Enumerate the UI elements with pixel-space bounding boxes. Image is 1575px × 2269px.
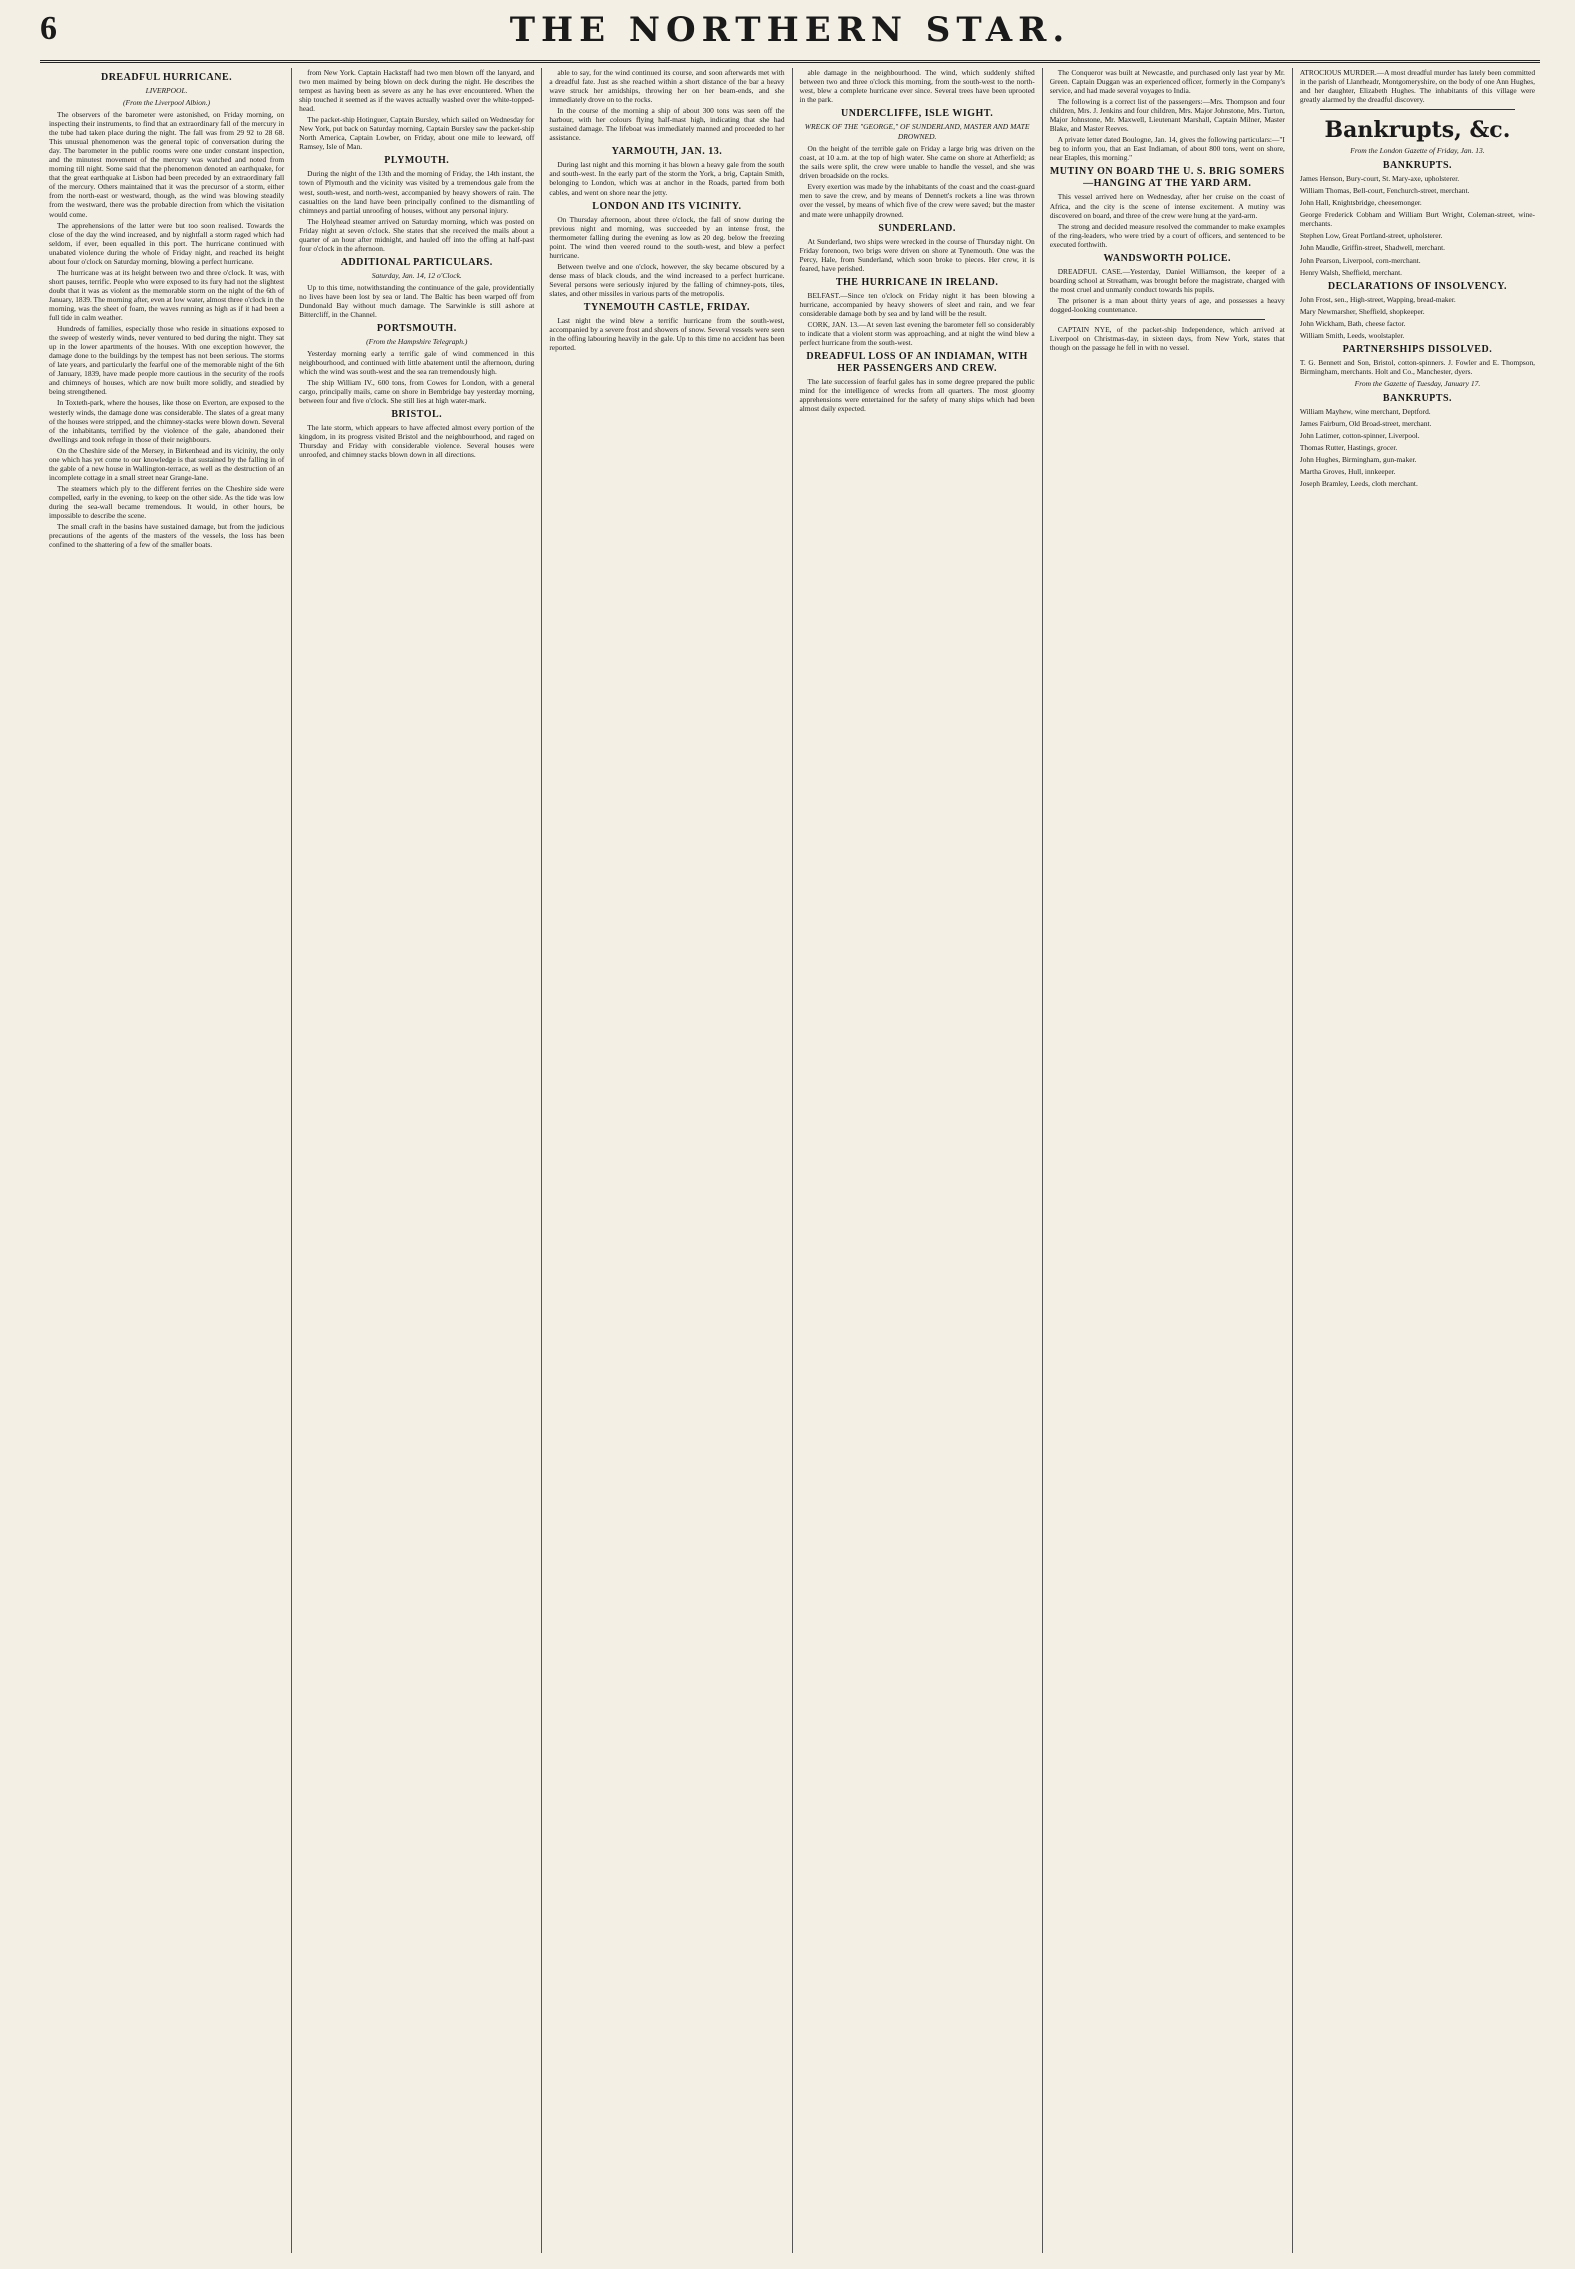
paragraph: The steamers which ply to the different ferries on the Cheshire side were compelled, early in the evening, to keep on the other side. As the tide was low during the sea-wall became tremendous. It would, in other hours, be impossible to describe the scene. xyxy=(49,483,285,521)
section-headline: DREADFUL LOSS OF AN INDIAMAN, WITH HER PASSENGERS AND CREW. xyxy=(806,351,1028,375)
section-headline: ADDITIONAL PARTICULARS. xyxy=(340,256,493,268)
list-item: Henry Walsh, Sheffield, merchant. xyxy=(1299,267,1403,277)
section-headline: PLYMOUTH. xyxy=(384,155,450,167)
list-item: Mary Newmarsher, Sheffield, shopkeeper. xyxy=(1299,306,1425,316)
paragraph: The ship William IV., 600 tons, from Cowes for London, with a general cargo, principally mails, came on shore in Bembridge bay yesterday morning, between four and five o'clock. She still lies at high water-mark. xyxy=(299,378,535,406)
paragraph: BELFAST.—Since ten o'clock on Friday night it has been blowing a hurricane, accompanied by heavy showers of sleet and rain, and we fear considerable damage both by sea and by land will be the result. xyxy=(799,290,1035,318)
list-item: John Maudle, Griffin-street, Shadwell, merchant. xyxy=(1299,243,1446,253)
section-label: DECLARATIONS OF INSOLVENCY. xyxy=(1327,280,1508,292)
section-headline: PORTSMOUTH. xyxy=(376,323,457,335)
column-6 xyxy=(1293,68,1542,2253)
list-item: John Latimer, cotton-spinner, Liverpool. xyxy=(1299,430,1420,440)
list-item: John Pearson, Liverpool, corn-merchant. xyxy=(1299,255,1421,265)
masthead xyxy=(40,10,1540,63)
section-headline: MUTINY ON BOARD THE U. S. BRIG SOMERS—HANGING AT THE YARD ARM. xyxy=(1049,166,1285,190)
paragraph: The strong and decided measure resolved the commander to make examples of the ring-leaders, who were tried by a court of officers, and sentenced to be executed forthwith. xyxy=(1049,221,1285,249)
paragraph: The Holyhead steamer arrived on Saturday morning, which was posted on Friday night at seven o'clock. She states that she received the mails about a quarter of an hour after midnight, and hauled off into the offing at half-past four o'clock in the afternoon. xyxy=(299,216,535,253)
column-5 xyxy=(1043,68,1293,2253)
paragraph: CORK, JAN. 13.—At seven last evening the barometer fell so considerably to indicate that a violent storm was approaching, and at night the wind blew a perfect hurricane from the south-west. xyxy=(799,319,1035,347)
list-item: Stephen Low, Great Portland-street, upholsterer. xyxy=(1299,231,1443,241)
paragraph: able to say, for the wind continued its course, and soon afterwards met with a dreadful fate. Just as she reached within a short distance of the bar a heavy wave struck her amidships, throwing her on her beam-ends, and she immediately drove on to the rocks. xyxy=(549,68,785,105)
paragraph: The small craft in the basins have sustained damage, but from the judicious precautions of the agents of the masters of the vessels, the loss has been confined to the shattering of a few of the smaller boats. xyxy=(49,522,285,550)
article-headline: DREADFUL HURRICANE. xyxy=(100,72,233,83)
paragraph: During the night of the 13th and the morning of Friday, the 14th instant, the town of Plymouth and the vicinity was visited by a tremendous gale from the west, south-west, and north-west, accompanied by heavy showers of rain. The casualties on the land have been principally confined to the dismantling of chimneys and partial unroofing of houses, without any personal injury. xyxy=(299,169,535,215)
paragraph: The prisoner is a man about thirty years of age, and possesses a heavy dogged-looking countenance. xyxy=(1049,295,1285,314)
column-1 xyxy=(42,68,292,2253)
list-item: William Mayhew, wine merchant, Deptford. xyxy=(1299,406,1431,416)
bankrupts-headline: Bankrupts, &c. xyxy=(1324,117,1511,144)
paragraph: The following is a correct list of the passengers:—Mrs. Thompson and four children, Mrs. J. Jenkins and four children, Mrs. Major Johnstone, Mrs. Turton, Major Johnstone, Mr. Maxwell, Lieutenant Marshall, Captain Milner, Master Blake, and Master Reeves. xyxy=(1049,97,1285,134)
article-dateline: LIVERPOOL. xyxy=(145,86,188,95)
section-headline: WANDSWORTH POLICE. xyxy=(1103,252,1232,264)
gazette-source: From the Gazette of Tuesday, January 17. xyxy=(1354,378,1481,388)
paragraph: The hurricane was at its height between two and three o'clock. It was, with short pauses, terrific. People who were exposed to its fury had not the slightest doubt that it was as violent as the memorable storm on the night of the 6th of January, 1839. The morning after, even at low water, almost three o'clock in the morning, was the sheet of foam, the waves running as high as if it had been a full tide in calm weather. xyxy=(49,267,285,323)
section-subheadline: WRECK OF THE "GEORGE," OF SUNDERLAND, MASTER AND MATE DROWNED. xyxy=(804,122,1030,142)
paragraph: On Thursday afternoon, about three o'clock, the fall of snow during the previous night and morning, was succeeded by an intense frost, the thermometer falling during the evening as low as 20 deg. below the freezing point. The wind then veered round to the south-west, and blew a perfect hurricane. xyxy=(549,214,785,260)
list-item: George Frederick Cobham and William Burt Wright, Coleman-street, wine-merchants. xyxy=(1299,210,1536,229)
paragraph: During last night and this morning it has blown a heavy gale from the south and south-west. In the early part of the storm the York, a brig, Captain Smith, belonging to London, which was at anchor in the Roads, parted from both cables, and went on shore near the jetty. xyxy=(549,160,785,197)
section-dateline: Saturday, Jan. 14, 12 o'Clock. xyxy=(371,270,462,280)
column-2 xyxy=(292,68,542,2253)
section-headline: TYNEMOUTH CASTLE, FRIDAY. xyxy=(583,301,751,313)
paragraph: The packet-ship Hotinguer, Captain Bursley, which sailed on Wednesday for New York, put back on Saturday morning. Captain Bursley saw the packet-ship North America, Captain Lowber, on Friday, about one mile to leeward, off Ramsey, Isle of Man. xyxy=(299,115,535,152)
divider xyxy=(1070,319,1265,320)
column-4 xyxy=(793,68,1043,2253)
list-item: William Smith, Leeds, woolstapler. xyxy=(1299,330,1405,340)
list-item: William Thomas, Bell-court, Fenchurch-street, merchant. xyxy=(1299,186,1470,196)
paragraph: The late storm, which appears to have affected almost every portion of the kingdom, in its progress visited Bristol and the neighbourhood, and raged on Thursday and Friday with considerable violence. Several houses were unroofed, and chimney stacks blown down in all directions. xyxy=(299,423,535,460)
section-label: BANKRUPTS. xyxy=(1382,392,1453,404)
list-item: John Frost, sen., High-street, Wapping, bread-maker. xyxy=(1299,294,1456,304)
paragraph: Yesterday morning early a terrific gale of wind commenced in this neighbourhood, and continued with little abatement until the afternoon, during which the wind was south-west and the sea ran tremendously high. xyxy=(299,349,535,377)
section-label: PARTNERSHIPS DISSOLVED. xyxy=(1342,343,1493,355)
paragraph: DREADFUL CASE.—Yesterday, Daniel Williamson, the keeper of a boarding school at Streatham, was brought before the magistrate, charged with the most cruel and unmanly conduct towards his pupils. xyxy=(1049,266,1285,294)
list-item: James Fairburn, Old Broad-street, merchant. xyxy=(1299,418,1432,428)
paragraph: able damage in the neighbourhood. The wind, which suddenly shifted between two and three o'clock this morning, from the south-west to the north-west, blew a complete hurricane ever since. Several trees have been uprooted in the park. xyxy=(799,68,1035,105)
divider xyxy=(1320,109,1515,110)
page-number: 6 xyxy=(40,10,57,47)
paragraph: A private letter dated Boulogne, Jan. 14, gives the following particulars:—"I beg to inform you, that an East Indiaman, of about 800 tons, went on shore, near Etaples, this morning." xyxy=(1049,135,1285,163)
paragraph: CAPTAIN NYE, of the packet-ship Independence, which arrived at Liverpool on Christmas-day, in sixteen days, from New York, states that though on the passage he fell in with no vessel. xyxy=(1049,324,1285,353)
section-headline: UNDERCLIFFE, ISLE WIGHT. xyxy=(840,108,994,120)
list-item: Martha Groves, Hull, innkeeper. xyxy=(1299,467,1396,477)
list-item: Thomas Rutter, Hastings, grocer. xyxy=(1299,443,1398,453)
paragraph: The observers of the barometer were astonished, on Friday morning, on inspecting their instruments, to find that an extraordinary fall of the mercury in the tube had taken place during the night. The fall was from 29 92 to 28 68. This unusual phenomenon was the general topic of conversation during the day. The barometer in the public rooms were one under constant inspection, and the minutest movement of the mercury was watched and noted from morning till night. Some said that the phenomenon denoted an earthquake, for that the great earthquake at Lisbon had been preceded by an extraordinary fall of the mercury. Others maintained that it was the precursor of a storm, either from the north-east or westward, though, as the wind was blowing steadily from the westward, there was the probable direction from which the visitation would come. xyxy=(49,110,285,219)
paragraph: At Sunderland, two ships were wrecked in the course of Thursday night. On Friday forenoon, two brigs were driven on shore at Tynemouth. One was the Percy, Hale, from Sunderland, which soon broke to pieces. Her crew, it is feared, have perished. xyxy=(799,236,1035,273)
section-headline: YARMOUTH, JAN. 13. xyxy=(611,146,723,158)
paragraph: from New York. Captain Hackstaff had two men blown off the lanyard, and two men maimed by being blown on deck during the night. He describes the tempest as having been as severe as any he has ever encountered. When the ship touched it seemed as if the waves actually washed over the white-topped-head. xyxy=(299,68,535,114)
article-source: (From the Liverpool Albion.) xyxy=(123,98,211,107)
section-headline: SUNDERLAND. xyxy=(878,222,956,234)
list-item: Joseph Bramley, Leeds, cloth merchant. xyxy=(1299,479,1418,489)
list-item: John Hughes, Birmingham, gun-maker. xyxy=(1299,455,1417,465)
section-label: BANKRUPTS. xyxy=(1382,160,1453,172)
list-item: John Hall, Knightsbridge, cheesemonger. xyxy=(1299,198,1422,208)
paragraph: In Toxteth-park, where the houses, like those on Everton, are exposed to the westerly winds, the damage done was considerable. The slates of a great many of the houses were stripped, and the chimney-stacks were blown down. Several of the inhabitants, terrified by the violence of the gale, abandoned their dwellings and took refuge in those of their neighbours. xyxy=(49,398,285,444)
gazette-source: From the London Gazette of Friday, Jan. 13. xyxy=(1350,146,1485,156)
paragraph: The Conqueror was built at Newcastle, and purchased only last year by Mr. Green. Captain Duggan was an experienced officer, formerly in the Company's service, and had made several voyages to India. xyxy=(1049,68,1285,96)
paragraph: In the course of the morning a ship of about 300 tons was seen off the harbour, with her colours flying half-mast high, indicating that she had sustained damage. The lifeboat was immediately manned and proceeded to her assistance. xyxy=(549,106,785,143)
paragraph: Hundreds of families, especially those who reside in situations exposed to the sweep of westerly winds, never ventured to bed during the night. They sat up in the lower apartments of the houses. With one exception however, the damage done to the buildings by the tempest has not been serious. The storms of late years, and particularly the fearful one of the memorable night of the 6th of January, 1839, have made people more cautious in the security of the roofs and chimneys of houses, which are now built more solidly, and steadied by being strengthened. xyxy=(49,324,285,397)
paragraph: ATROCIOUS MURDER.—A most dreadful murder has lately been committed in the parish of Llanrheadr, Montgomeryshire, on the body of one Ann Hughes, and her daughter, Elizabeth Hughes. The inhabitants of this village were greatly alarmed by the dreadful discovery. xyxy=(1299,68,1536,105)
list-item: T. G. Bennett and Son, Bristol, cotton-spinners. J. Fowler and E. Thompson, Birmingham, merchants. Holt and Co., Manchester, dyers. xyxy=(1299,357,1536,376)
columns xyxy=(42,68,1542,2253)
paper-title: THE NORTHERN STAR. xyxy=(509,10,1071,50)
paragraph: On the Cheshire side of the Mersey, in Birkenhead and its vicinity, the only one which has yet come to our knowledge is that sustained by the falling in of the gable of a new house in Wallington-terrace, as well as the destruction of an incomplete cottage in a small street near Grange-lane. xyxy=(49,445,285,482)
paragraph: The late succession of fearful gales has in some degree prepared the public mind for the intelligence of wrecks from all quarters. The most gloomy apprehensions were entertained for the safety of many ships which had been almost daily expected. xyxy=(799,377,1035,414)
column-3 xyxy=(542,68,792,2253)
section-headline: BRISTOL. xyxy=(391,409,443,421)
paragraph: The apprehensions of the latter were but too soon realised. Towards the close of the day the wind increased, and by nightfall a storm raged which had seldom, if ever, been equalled in this port. The hurricane continued with unabated violence during the whole of Friday night, and reached its height about four o'clock on Saturday morning, blowing a perfect hurricane. xyxy=(49,220,285,266)
list-item: John Wickham, Bath, cheese factor. xyxy=(1299,318,1406,328)
paragraph: Between twelve and one o'clock, however, the sky became obscured by a dense mass of black clouds, and the wind increased to a perfect hurricane. Several persons were seriously injured by the falling of chimney-pots, tiles, slates, and other missiles in various parts of the metropolis. xyxy=(549,261,785,298)
list-item: James Henson, Bury-court, St. Mary-axe, upholsterer. xyxy=(1299,174,1460,184)
section-source: (From the Hampshire Telegraph.) xyxy=(366,337,468,347)
paragraph: This vessel arrived here on Wednesday, after her cruise on the coast of Africa, and the city is the scene of intense excitement. A mutiny was discovered on board, and three of the crew were hung at the yard-arm. xyxy=(1049,192,1285,220)
paragraph: Last night the wind blew a terrific hurricane from the south-west, accompanied by a severe frost and showers of snow. Several vessels were seen in the offing labouring heavily in the gale. Up to this time no accident has been reported. xyxy=(549,315,785,353)
paragraph: Up to this time, notwithstanding the continuance of the gale, providentially no lives have been lost by sea or land. The Baltic has been warped off from Dundonald Bay without much damage. The Sarwinkle is still ashore at Bittercliff, in the Channel. xyxy=(299,282,535,319)
section-headline: LONDON AND ITS VICINITY. xyxy=(592,200,742,212)
paragraph: On the height of the terrible gale on Friday a large brig was driven on the coast, at 10 a.m. at the top of high water. She came on shore at Atherfield; as the sails were split, the crew were unable to handle the vessel, and she was driven broadside on the rocks. xyxy=(799,144,1035,181)
paragraph: Every exertion was made by the inhabitants of the coast and the coast-guard men to save the crew, and by means of Dennett's rockets a line was thrown over the vessel, by means of which five of the crew were saved; but the master and mate were unhappily drowned. xyxy=(799,182,1035,219)
section-headline: THE HURRICANE IN IRELAND. xyxy=(835,276,999,288)
